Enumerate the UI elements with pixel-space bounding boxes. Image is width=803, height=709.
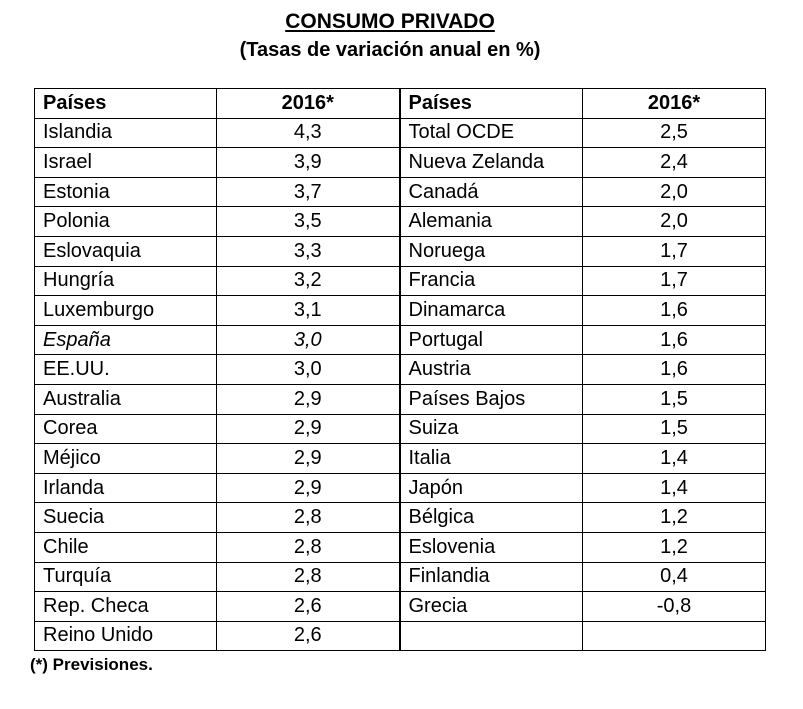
value-left-cell: 2,8 bbox=[217, 503, 400, 533]
table-row bbox=[35, 148, 766, 178]
country-right-cell: Alemania bbox=[400, 207, 583, 237]
value-right-cell: 1,6 bbox=[583, 355, 766, 385]
country-right-cell: Canadá bbox=[400, 177, 583, 207]
value-right-cell: 1,4 bbox=[583, 473, 766, 503]
table-row bbox=[35, 562, 766, 592]
value-right-cell: 1,5 bbox=[583, 414, 766, 444]
value-right-cell: 2,4 bbox=[583, 148, 766, 178]
country-left-cell: Eslovaquia bbox=[35, 236, 217, 266]
country-left-cell: Corea bbox=[35, 414, 217, 444]
value-right-cell: 2,0 bbox=[583, 207, 766, 237]
value-left-cell: 3,1 bbox=[217, 296, 400, 326]
country-right-cell: Grecia bbox=[400, 592, 583, 622]
header-year-left: 2016* bbox=[217, 89, 400, 119]
table-row bbox=[35, 177, 766, 207]
value-left-cell: 3,7 bbox=[217, 177, 400, 207]
country-left-cell: Rep. Checa bbox=[35, 592, 217, 622]
value-left-cell: 3,2 bbox=[217, 266, 400, 296]
header-country-right: Países bbox=[400, 89, 583, 119]
table-row bbox=[35, 384, 766, 414]
country-left-cell: Polonia bbox=[35, 207, 217, 237]
table-row bbox=[35, 236, 766, 266]
value-right-cell bbox=[583, 621, 766, 651]
value-left-cell: 2,6 bbox=[217, 592, 400, 622]
table-row bbox=[35, 473, 766, 503]
country-left-cell: España bbox=[35, 325, 217, 355]
value-left-cell: 3,5 bbox=[217, 207, 400, 237]
country-right-cell: Japón bbox=[400, 473, 583, 503]
table-row bbox=[35, 592, 766, 622]
country-left-cell: Australia bbox=[35, 384, 217, 414]
table-row bbox=[35, 118, 766, 148]
header-country-left: Países bbox=[35, 89, 217, 119]
country-right-cell bbox=[400, 621, 583, 651]
value-right-cell: 1,7 bbox=[583, 266, 766, 296]
value-left-cell: 3,0 bbox=[217, 355, 400, 385]
country-right-cell: Austria bbox=[400, 355, 583, 385]
country-right-cell: Bélgica bbox=[400, 503, 583, 533]
table-row bbox=[35, 355, 766, 385]
value-right-cell: 1,6 bbox=[583, 296, 766, 326]
table-row bbox=[35, 266, 766, 296]
country-right-cell: Francia bbox=[400, 266, 583, 296]
value-right-cell: 1,7 bbox=[583, 236, 766, 266]
value-right-cell: 1,6 bbox=[583, 325, 766, 355]
value-right-cell: 1,5 bbox=[583, 384, 766, 414]
value-left-cell: 3,0 bbox=[217, 325, 400, 355]
table-row bbox=[35, 503, 766, 533]
country-left-cell: Luxemburgo bbox=[35, 296, 217, 326]
country-right-cell: Nueva Zelanda bbox=[400, 148, 583, 178]
value-right-cell: 1,4 bbox=[583, 444, 766, 474]
country-right-cell: Eslovenia bbox=[400, 532, 583, 562]
value-left-cell: 2,9 bbox=[217, 444, 400, 474]
header-year-right: 2016* bbox=[583, 89, 766, 119]
country-right-cell: Portugal bbox=[400, 325, 583, 355]
country-right-cell: Italia bbox=[400, 444, 583, 474]
value-left-cell: 4,3 bbox=[217, 118, 400, 148]
consumption-table bbox=[34, 88, 766, 651]
table-row bbox=[35, 414, 766, 444]
value-left-cell: 3,3 bbox=[217, 236, 400, 266]
country-right-cell: Total OCDE bbox=[400, 118, 583, 148]
footnote: (*) Previsiones. bbox=[30, 655, 153, 674]
table-row bbox=[35, 532, 766, 562]
country-left-cell: Hungría bbox=[35, 266, 217, 296]
value-left-cell: 2,9 bbox=[217, 384, 400, 414]
country-left-cell: Reino Unido bbox=[35, 621, 217, 651]
value-left-cell: 2,8 bbox=[217, 532, 400, 562]
value-left-cell: 2,9 bbox=[217, 414, 400, 444]
value-left-cell: 2,6 bbox=[217, 621, 400, 651]
country-left-cell: EE.UU. bbox=[35, 355, 217, 385]
country-left-cell: Turquía bbox=[35, 562, 217, 592]
value-left-cell: 2,9 bbox=[217, 473, 400, 503]
value-right-cell: 1,2 bbox=[583, 532, 766, 562]
table-row bbox=[35, 325, 766, 355]
value-right-cell: 0,4 bbox=[583, 562, 766, 592]
table-row bbox=[35, 207, 766, 237]
country-left-cell: Islandia bbox=[35, 118, 217, 148]
value-left-cell: 3,9 bbox=[217, 148, 400, 178]
country-left-cell: Israel bbox=[35, 148, 217, 178]
country-left-cell: Estonia bbox=[35, 177, 217, 207]
country-right-cell: Dinamarca bbox=[400, 296, 583, 326]
country-right-cell: Países Bajos bbox=[400, 384, 583, 414]
country-right-cell: Suiza bbox=[400, 414, 583, 444]
table-row bbox=[35, 444, 766, 474]
table-header-row bbox=[35, 89, 766, 119]
table-row bbox=[35, 621, 766, 651]
table-subtitle: (Tasas de variación anual en %) bbox=[239, 39, 541, 61]
country-right-cell: Noruega bbox=[400, 236, 583, 266]
value-right-cell: -0,8 bbox=[583, 592, 766, 622]
country-left-cell: Irlanda bbox=[35, 473, 217, 503]
table-title: CONSUMO PRIVADO bbox=[285, 10, 495, 33]
value-right-cell: 2,0 bbox=[583, 177, 766, 207]
value-left-cell: 2,8 bbox=[217, 562, 400, 592]
value-right-cell: 2,5 bbox=[583, 118, 766, 148]
table-row bbox=[35, 296, 766, 326]
country-left-cell: Suecia bbox=[35, 503, 217, 533]
country-left-cell: Chile bbox=[35, 532, 217, 562]
country-right-cell: Finlandia bbox=[400, 562, 583, 592]
country-left-cell: Méjico bbox=[35, 444, 217, 474]
value-right-cell: 1,2 bbox=[583, 503, 766, 533]
